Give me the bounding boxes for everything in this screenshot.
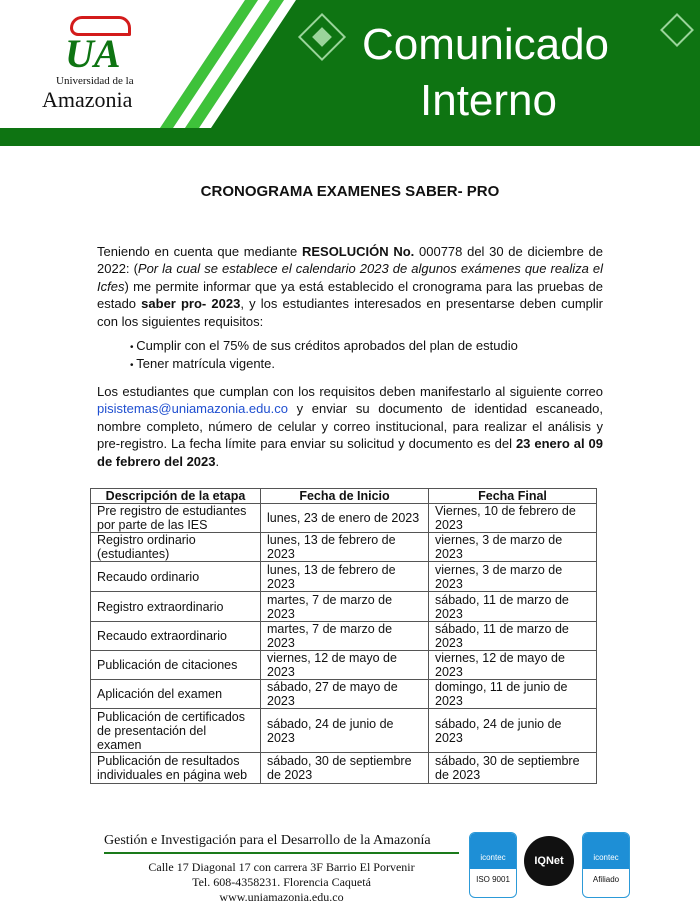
badge-brand: icontec: [470, 833, 516, 869]
table-cell: lunes, 23 de enero de 2023: [261, 504, 429, 533]
table-cell: domingo, 11 de junio de 2023: [429, 680, 597, 709]
table-row: [91, 753, 597, 784]
table-cell: Publicación de citaciones: [91, 651, 261, 680]
table-cell: Recaudo extraordinario: [91, 622, 261, 651]
table-cell: Registro ordinario (estudiantes): [91, 533, 261, 562]
phone: Tel. 608-4358231. Florencia Caquetá: [192, 875, 371, 889]
list-item: • Tener matrícula vigente.: [130, 356, 518, 374]
table-cell: Viernes, 10 de febrero de 2023: [429, 504, 597, 533]
table-cell: Pre registro de estudiantes por parte de las IES: [91, 504, 261, 533]
badge-label: Afiliado: [592, 875, 620, 884]
instructions-paragraph: Los estudiantes que cumplan con los requisitos deben manifestarlo al siguiente correo pisistemas@uniamazonia.edu.co y enviar su documento de identidad escaneado, nombre completo, número de celular y correo institucional, para realizar el análisis y pre-registro. La fecha límite para enviar su solicitud y documento es del 23 enero al 09 de febrero del 2023.: [97, 384, 603, 469]
table-row: [91, 651, 597, 680]
table-cell: lunes, 13 de febrero de 2023: [261, 562, 429, 592]
table-cell: sábado, 24 de junio de 2023: [429, 709, 597, 753]
badge-label: ISO 9001: [476, 875, 510, 884]
iqnet-badge: IQNet: [524, 836, 574, 886]
footer: [104, 832, 459, 905]
column-header: Fecha de Inicio: [261, 489, 429, 504]
table-row: [91, 504, 597, 533]
table-row: [91, 622, 597, 651]
table-row: [91, 592, 597, 622]
table-row: [91, 562, 597, 592]
table-cell: sábado, 11 de marzo de 2023: [429, 622, 597, 651]
column-header: Fecha Final: [429, 489, 597, 504]
logo-text: Universidad de la: [56, 75, 134, 87]
table-cell: sábado, 30 de septiembre de 2023: [261, 753, 429, 784]
document-title: CRONOGRAMA EXAMENES SABER- PRO: [200, 183, 500, 200]
logo-text: Amazonia: [42, 87, 133, 112]
logo-monogram: UA: [65, 31, 121, 76]
website: www.uniamazonia.edu.co: [219, 890, 344, 904]
intro-paragraph: Teniendo en cuenta que mediante RESOLUCIÓN No. 000778 del 30 de diciembre de 2022: (Por la cual se establece el calendario 2023 de algunos exámenes que realiza el Icfes) me permite informar que ya está establecido el cronograma para las pruebas de estado saber pro- 2023, y los estudiantes interesados en presentarse deben cumplir con los siguientes requisitos:: [97, 244, 603, 329]
university-logo: [40, 14, 160, 114]
table-row: [91, 680, 597, 709]
table-row: [91, 709, 597, 753]
footer-address: [104, 860, 459, 905]
table-cell: martes, 7 de marzo de 2023: [261, 592, 429, 622]
banner-bottom: [0, 128, 700, 146]
table-cell: Publicación de resultados individuales en página web: [91, 753, 261, 784]
table-cell: Publicación de certificados de presentación del examen: [91, 709, 261, 753]
table-cell: Registro extraordinario: [91, 592, 261, 622]
header-banner: [0, 0, 700, 146]
table-cell: Aplicación del examen: [91, 680, 261, 709]
banner-title: Comunicado: [362, 20, 610, 69]
table-cell: viernes, 3 de marzo de 2023: [429, 562, 597, 592]
diamond-icon: [298, 13, 346, 61]
table-cell: sábado, 11 de marzo de 2023: [429, 592, 597, 622]
icontec-afiliado-badge: [582, 832, 630, 898]
table-cell: lunes, 13 de febrero de 2023: [261, 533, 429, 562]
table-row: [91, 533, 597, 562]
email-link[interactable]: pisistemas@uniamazonia.edu.co: [97, 401, 288, 417]
table-cell: sábado, 24 de junio de 2023: [261, 709, 429, 753]
table-cell: martes, 7 de marzo de 2023: [261, 622, 429, 651]
icontec-iso-badge: [469, 832, 517, 898]
diamond-icon: [660, 13, 694, 47]
footer-tagline: Gestión e Investigación para el Desarrollo de la Amazonía: [104, 832, 459, 854]
table-cell: sábado, 27 de mayo de 2023: [261, 680, 429, 709]
badge-brand: icontec: [583, 833, 629, 869]
banner-subtitle: Interno: [420, 76, 557, 125]
requirements-list: [130, 338, 518, 374]
table-cell: viernes, 12 de mayo de 2023: [429, 651, 597, 680]
table-cell: Recaudo ordinario: [91, 562, 261, 592]
list-item: • Cumplir con el 75% de sus créditos aprobados del plan de estudio: [130, 338, 518, 356]
table-cell: viernes, 3 de marzo de 2023: [429, 533, 597, 562]
table-cell: sábado, 30 de septiembre de 2023: [429, 753, 597, 784]
schedule-table: [90, 488, 597, 784]
address: Calle 17 Diagonal 17 con carrera 3F Barrio El Porvenir: [148, 860, 415, 874]
column-header: Descripción de la etapa: [91, 489, 261, 504]
table-cell: viernes, 12 de mayo de 2023: [261, 651, 429, 680]
